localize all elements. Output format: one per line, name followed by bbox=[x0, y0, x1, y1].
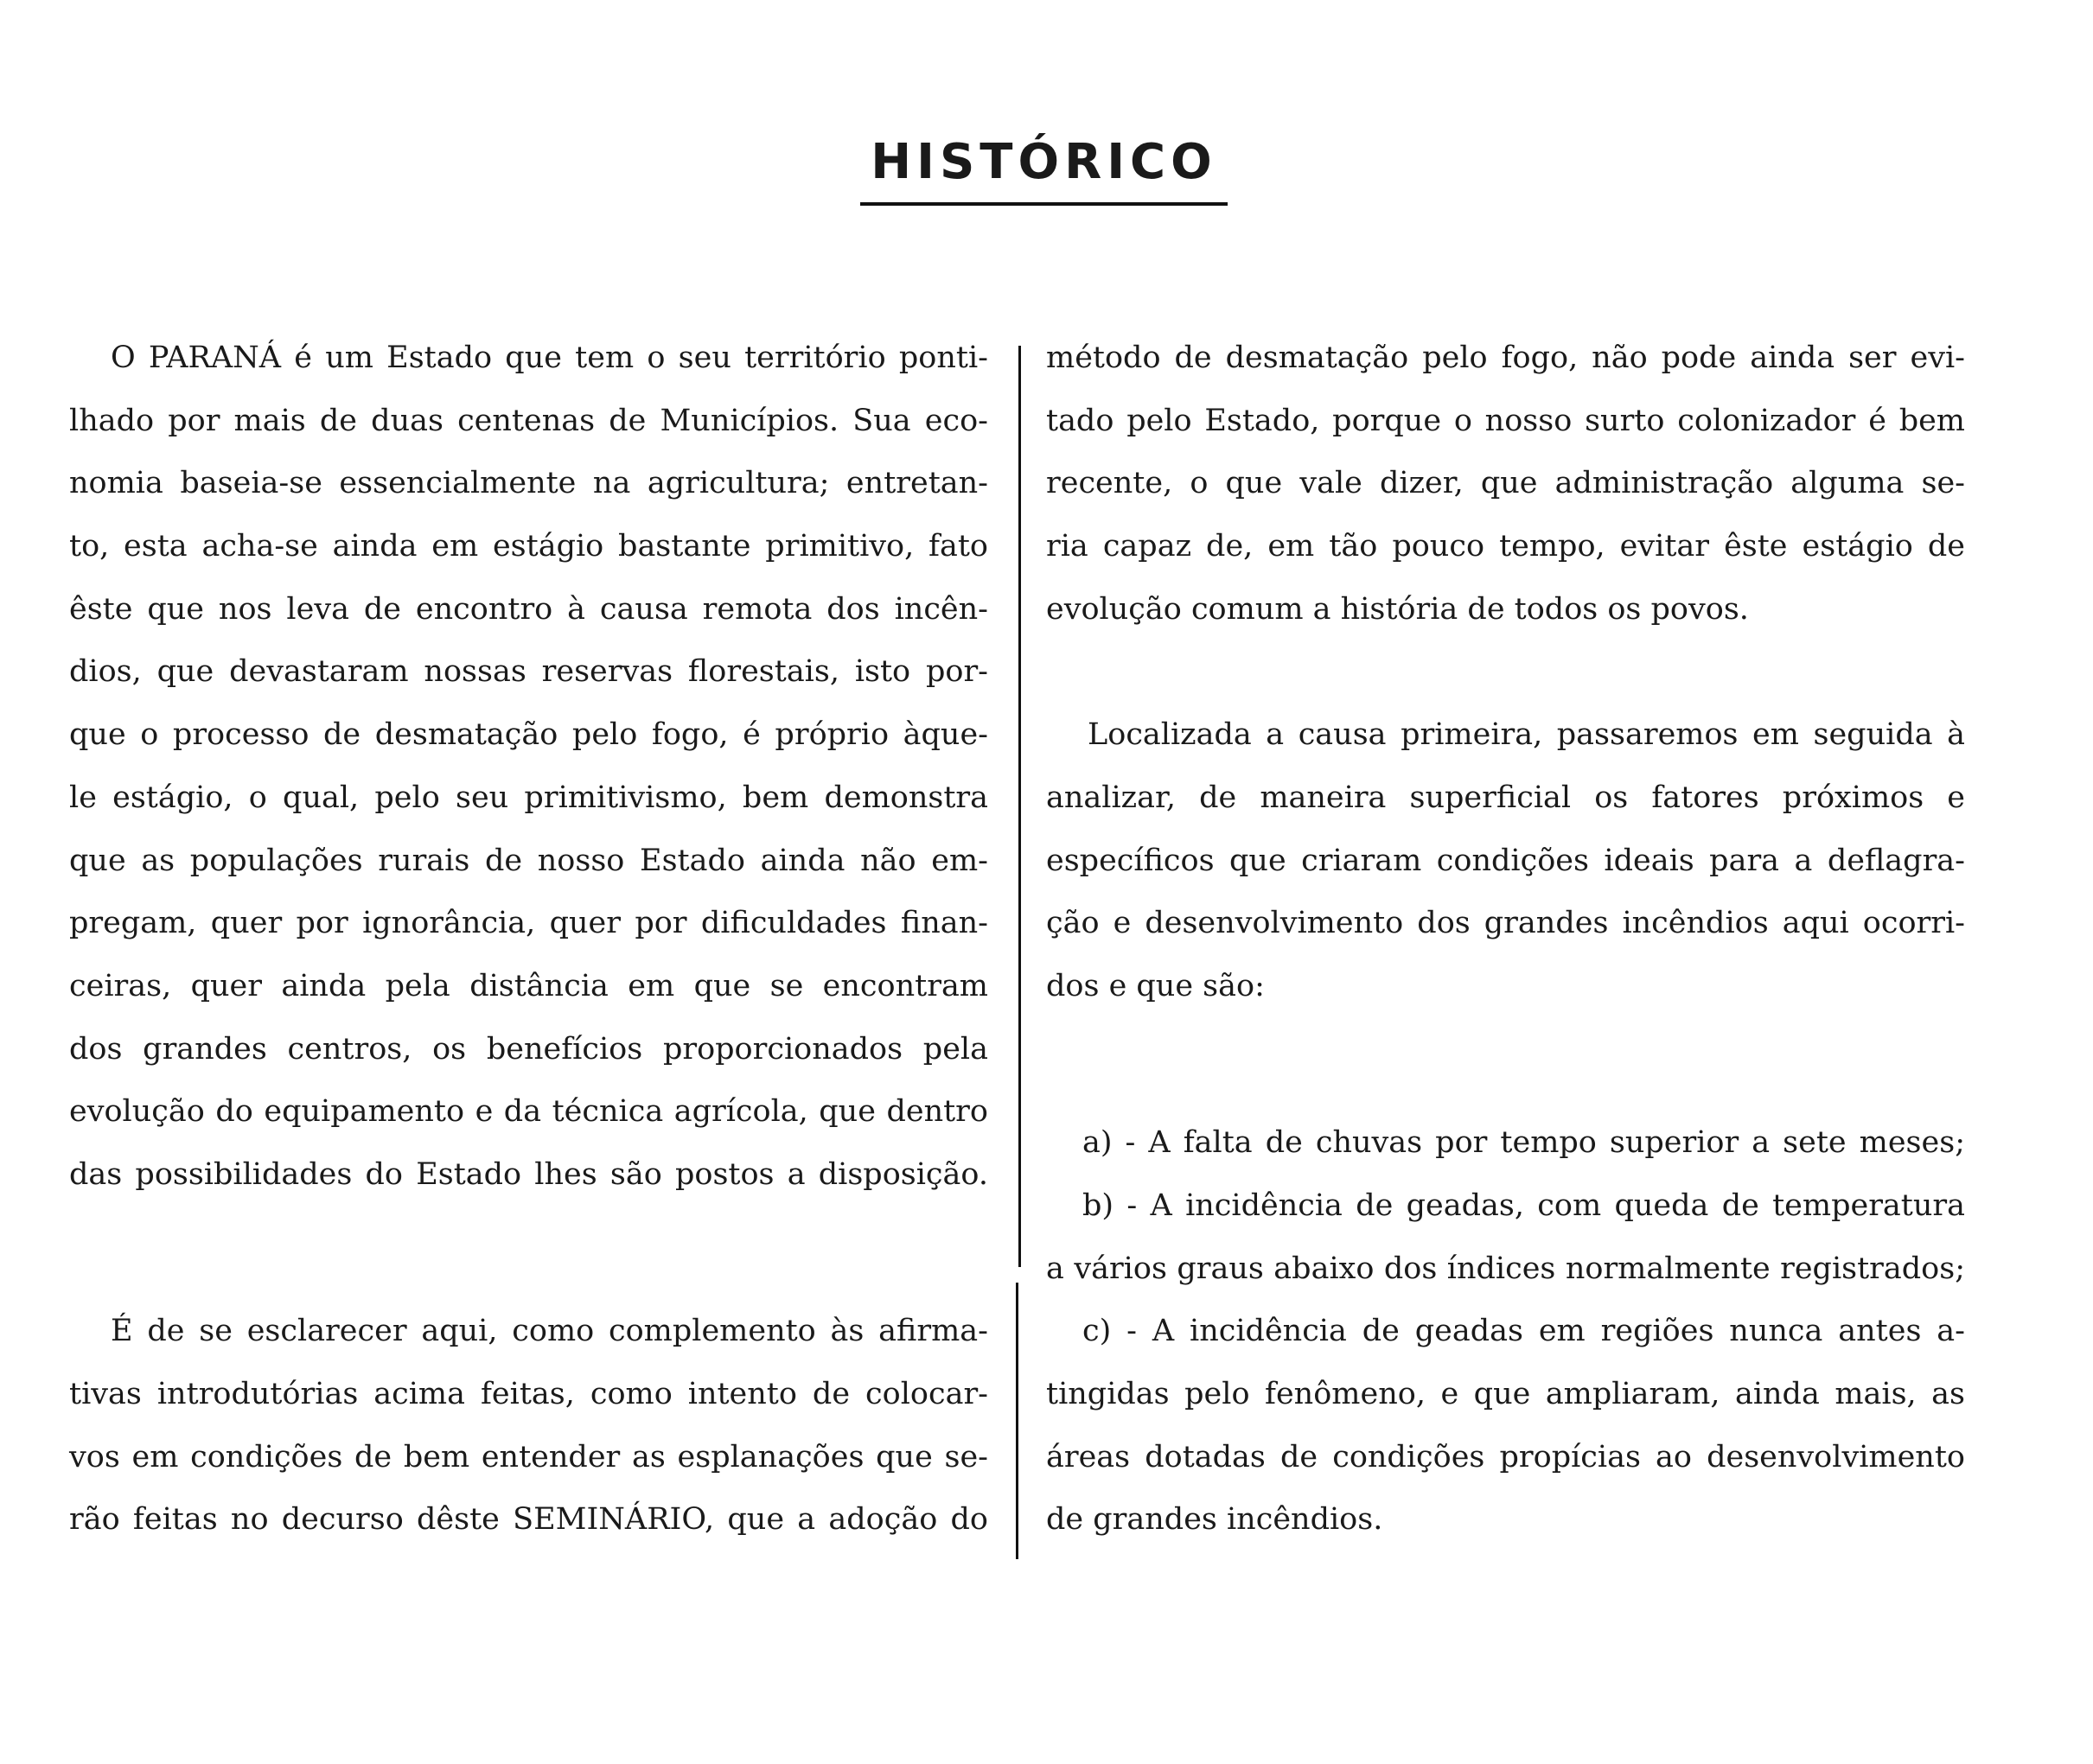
text-line: ceiras, quer ainda pela distância em que se encontram bbox=[69, 968, 988, 1003]
text-line: nomia baseia-se essencialmente na agricultura; entretan- bbox=[69, 466, 988, 501]
text-line: método de desmatação pelo fogo, não pode ainda ser evi- bbox=[1046, 341, 1965, 375]
text-line: êste que nos leva de encontro à causa remota dos incên- bbox=[69, 591, 988, 627]
text-line: É de se esclarecer aqui, como complemento às afirma- bbox=[111, 1314, 988, 1349]
text-line: O PARANÁ é um Estado que tem o seu território ponti- bbox=[111, 341, 988, 375]
left-paragraph-1 bbox=[69, 327, 988, 1207]
text-line: evolução do equipamento e da técnica agrícola, que dentro bbox=[69, 1094, 988, 1130]
text-line: analizar, de maneira superficial os fatores próximos e bbox=[1046, 780, 1965, 815]
right-column bbox=[1046, 327, 1965, 1551]
text-line: dios, que devastaram nossas reservas florestais, isto por- bbox=[69, 654, 988, 690]
left-column bbox=[69, 327, 988, 1551]
list-item-c: c) - A incidência de geadas em regiões nunca antes a- bbox=[1082, 1314, 1965, 1349]
text-line: ção e desenvolvimento dos grandes incêndios aqui ocorri- bbox=[1046, 906, 1965, 941]
text-line: dos grandes centros, os benefícios proporcionados pela bbox=[69, 1031, 988, 1067]
list-item-b-continued: a vários graus abaixo dos índices normalmente registrados; bbox=[1046, 1251, 1965, 1286]
text-line: ria capaz de, em tão pouco tempo, evitar êste estágio de bbox=[1046, 529, 1965, 564]
text-line: tado pelo Estado, porque o nosso surto colonizador é bem bbox=[1046, 403, 1965, 438]
text-line: das possibilidades do Estado lhes são postos a disposição. bbox=[69, 1156, 988, 1192]
list-item-b: b) - A incidência de geadas, com queda de temperatura bbox=[1082, 1188, 1965, 1223]
text-line: que o processo de desmatação pelo fogo, é próprio àque- bbox=[69, 717, 988, 753]
list-item-c-continued: tingidas pelo fenômeno, e que ampliaram, ainda mais, as bbox=[1046, 1377, 1965, 1411]
list-item-c-continued: áreas dotadas de condições propícias ao desenvolvimento bbox=[1046, 1439, 1965, 1474]
text-line: le estágio, o qual, pelo seu primitivismo, bem demonstra bbox=[69, 780, 988, 815]
text-line: pregam, quer por ignorância, quer por dificuldades finan- bbox=[69, 906, 988, 941]
text-line: rão feitas no decurso dêste SEMINÁRIO, que a adoção do bbox=[69, 1502, 988, 1538]
text-line: recente, o que vale dizer, que administração alguma se- bbox=[1046, 466, 1965, 501]
text-line: dos e que são: bbox=[1046, 968, 1265, 1003]
text-line: evolução comum a história de todos os povos. bbox=[1046, 591, 1749, 627]
list-item-a: a) - A falta de chuvas por tempo superior a sete meses; bbox=[1082, 1125, 1965, 1161]
column-divider-upper bbox=[1018, 346, 1021, 1267]
column-divider-lower bbox=[1016, 1283, 1018, 1559]
text-line: lhado por mais de duas centenas de Municípios. Sua eco- bbox=[69, 403, 988, 438]
left-paragraph-2 bbox=[69, 1300, 988, 1551]
text-line: to, esta acha-se ainda em estágio bastante primitivo, fato bbox=[69, 529, 988, 564]
list-item-c-continued: de grandes incêndios. bbox=[1046, 1502, 1383, 1538]
right-paragraph-2 bbox=[1046, 704, 1965, 1017]
factor-list bbox=[1046, 1111, 1965, 1551]
right-paragraph-1 bbox=[1046, 327, 1965, 640]
page-title: HISTÓRICO bbox=[860, 128, 1228, 206]
text-line: vos em condições de bem entender as esplanações que se- bbox=[69, 1439, 988, 1474]
text-line: específicos que criaram condições ideais para a deflagra- bbox=[1046, 843, 1965, 878]
text-line: que as populações rurais de nosso Estado ainda não em- bbox=[69, 843, 988, 878]
text-line: tivas introdutórias acima feitas, como intento de colocar- bbox=[69, 1377, 988, 1411]
text-line: Localizada a causa primeira, passaremos em seguida à bbox=[1088, 717, 1965, 753]
